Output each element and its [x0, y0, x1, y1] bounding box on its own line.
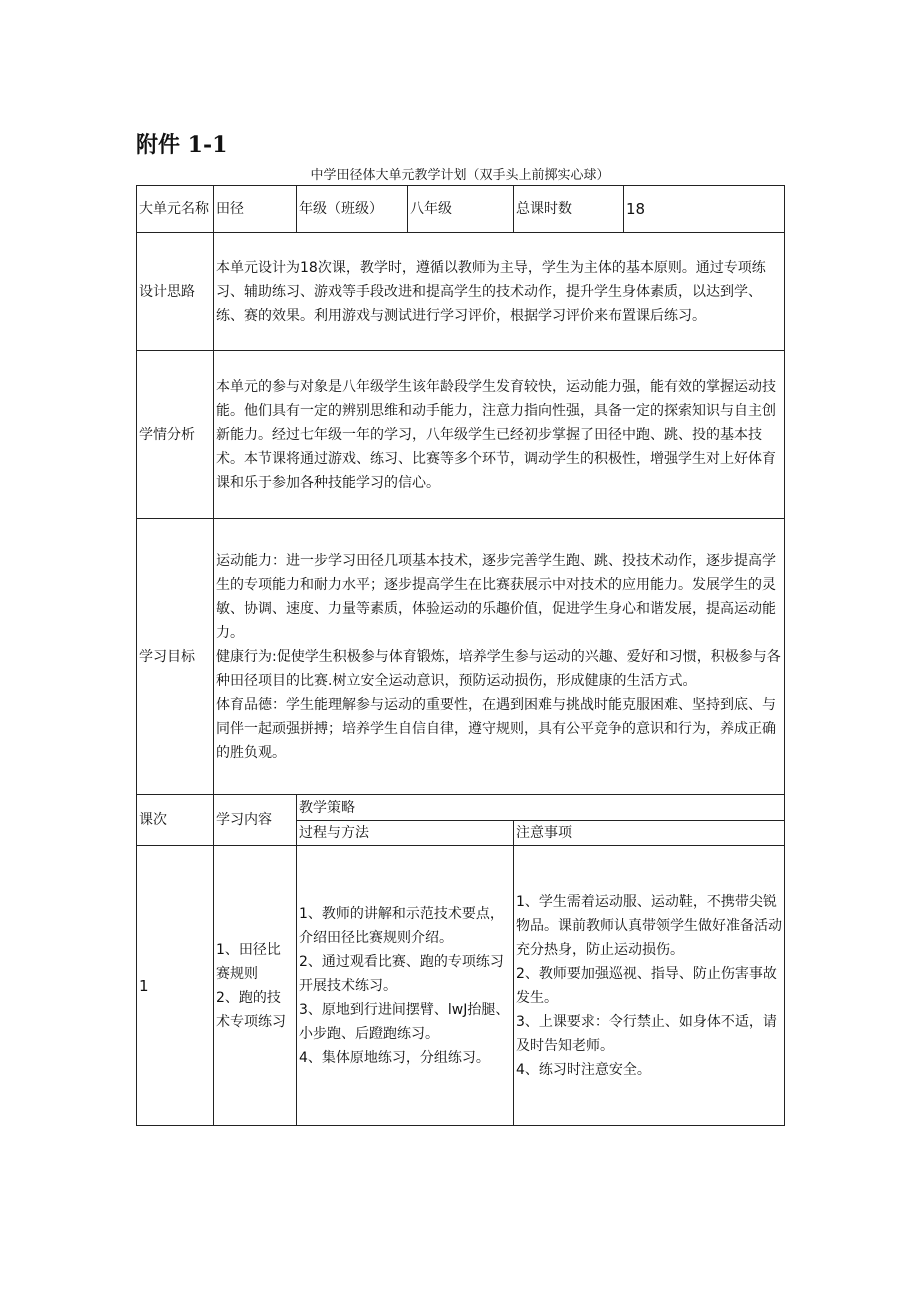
analysis-row: [137, 351, 785, 519]
document-caption: 中学田径体大单元教学计划（双手头上前掷实心球）: [310, 168, 610, 183]
grade-value: 八年级: [408, 186, 514, 233]
note-item: 2、教师要加强巡视、指导、防止伤害事故发生。: [516, 965, 777, 1006]
content-item: 2、跑的技术专项练习: [216, 989, 286, 1030]
lesson-header-row: [137, 795, 785, 821]
teaching-strategy-header: 教学策略: [297, 795, 785, 821]
design-label: 设计思路: [137, 233, 214, 351]
learning-content-header: 学习内容: [214, 795, 297, 846]
analysis-label: 学情分析: [137, 351, 214, 519]
unit-name-label: 大单元名称: [137, 186, 214, 233]
lesson-number-header: 课次: [137, 795, 214, 846]
unit-info-row: [137, 186, 785, 233]
unit-name-value: 田径: [214, 186, 297, 233]
content-item: 1、田径比赛规则: [216, 941, 281, 982]
process-item: 3、原地到行进间摆臂、lwJ抬腿、小步跑、后蹬跑练习。: [299, 1001, 510, 1042]
lesson-row: [137, 846, 785, 1126]
lesson-process: [297, 846, 514, 1126]
process-item: 4、集体原地练习，分组练习。: [299, 1049, 490, 1066]
note-item: 4、练习时注意安全。: [516, 1061, 651, 1078]
unit-plan-table: [136, 185, 785, 1126]
goals-label: 学习目标: [137, 519, 214, 795]
note-item: 1、学生需着运动服、运动鞋，不携带尖锐物品。课前教师认真带领学生做好准备活动充分热身，防止运动损伤。: [516, 893, 782, 958]
goal-motor-ability: 运动能力：进一步学习田径几项基本技术，逐步完善学生跑、跳、投技术动作，逐步提高学生的专项能力和耐力水平；逐步提高学生在比赛获展示中对技术的应用能力。发展学生的灵敏、协调、速度、力量等素质，体验运动的乐趣价值，促进学生身心和谐发展，提高运动能力。: [216, 552, 776, 641]
goals-row: [137, 519, 785, 795]
notes-header: 注意事项: [514, 821, 785, 846]
attachment-label: 附件 1-1: [136, 132, 228, 158]
goal-health-behavior: 健康行为:促使学生积极参与体育锻炼，培养学生参与运动的兴趣、爱好和习惯，积极参与各种田径项目的比赛.树立安全运动意识，预防运动损伤，形成健康的生活方式。: [216, 648, 781, 689]
process-item: 1、教师的讲解和示范技术要点，介绍田径比赛规则介绍。: [299, 905, 504, 946]
grade-label: 年级（班级）: [297, 186, 408, 233]
goals-cell: [214, 519, 785, 795]
design-text: 本单元设计为18次课，教学时，遵循以教师为主导，学生为主体的基本原则。通过专项练习、辅助练习、游戏等手段改进和提高学生的技术动作，提升学生身体素质，以达到学、练、赛的效果。利用游戏与测试进行学习评价，根据学习评价来布置课后练习。: [214, 233, 785, 351]
total-hours-value: 18: [624, 186, 785, 233]
analysis-text: 本单元的参与对象是八年级学生该年龄段学生发育较快，运动能力强，能有效的掌握运动技能。他们具有一定的辨别思维和动手能力，注意力指向性强，具备一定的探索知识与自主创新能力。经过七年级一年的学习，八年级学生已经初步掌握了田径中跑、跳、投的基本技术。本节课将通过游戏、练习、比赛等多个环节，调动学生的积极性，增强学生对上好体育课和乐于参加各种技能学习的信心。: [214, 351, 785, 519]
design-row: [137, 233, 785, 351]
goal-sports-ethics: 体育品德：学生能理解参与运动的重要性，在遇到困难与挑战时能克服困难、坚持到底、与同伴一起顽强拼搏；培养学生自信自律，遵守规则，具有公平竞争的意识和行为，养成正确的胜负观。: [216, 696, 776, 761]
lesson-content: [214, 846, 297, 1126]
process-method-header: 过程与方法: [297, 821, 514, 846]
lesson-notes: [514, 846, 785, 1126]
process-item: 2、通过观看比赛、跑的专项练习开展技术练习。: [299, 953, 504, 994]
lesson-number: 1: [137, 846, 214, 1126]
note-item: 3、上课要求：令行禁止、如身体不适，请及时告知老师。: [516, 1013, 777, 1054]
total-hours-label: 总课时数: [514, 186, 624, 233]
